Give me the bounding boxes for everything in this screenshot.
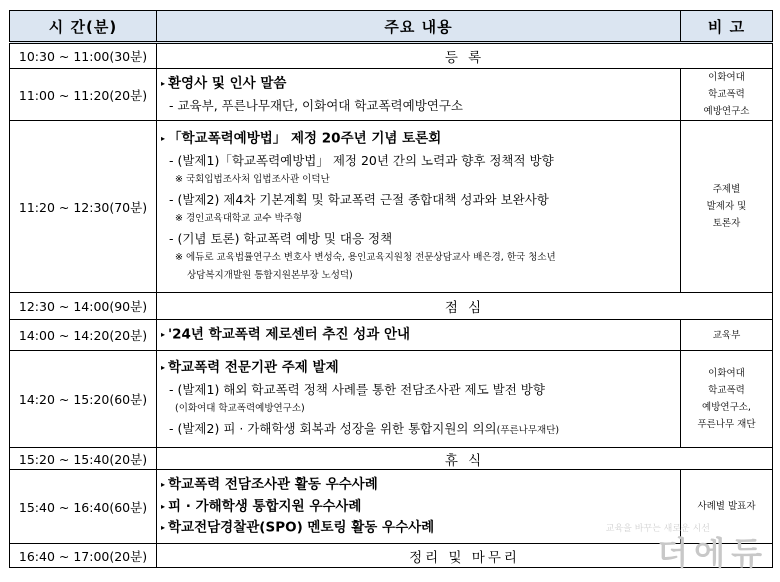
bullet-triangle-icon: ▸ [161, 480, 166, 490]
bullet-triangle-icon: ▸ [161, 523, 166, 533]
header-row [10, 11, 773, 43]
time-cell: 14:20 ~ 15:20(60분) [10, 351, 157, 448]
item-title: ▸ '24년 학교폭력 제로센터 추진 성과 안내 [161, 326, 411, 343]
note-cell: 이화여대 학교폭력 예방연구소, 푸른나무 재단 [681, 351, 773, 448]
item-title: ▸ 「학교폭력예방법」 제정 20주년 기념 토론회 [161, 130, 442, 147]
bullet-triangle-icon: ▸ [161, 363, 166, 373]
bullet-triangle-icon: ▸ [161, 134, 166, 144]
watermark-logo: 더에듀 [657, 534, 768, 572]
time-cell: 16:40 ~ 17:00(20분) [10, 544, 157, 568]
item-sub: - (발제2) 제4차 기본계획 및 학교폭력 근절 종합대책 성과와 보완사항 [169, 191, 549, 207]
item-note: 상담복지개발원 통합지원본부장 노성덕) [187, 269, 353, 281]
note-cell: 교육부 [681, 320, 773, 351]
content-cell [157, 470, 681, 544]
item-note: ※ 국회입법조사처 입법조사관 이덕난 [175, 173, 330, 185]
table-row [10, 69, 773, 121]
schedule-table [9, 10, 773, 568]
content-cell [157, 320, 681, 351]
note-cell: 주제별 발제자 및 토론자 [681, 121, 773, 293]
table-row [10, 121, 773, 293]
closing-cell: 정리 및 마무리 [157, 544, 773, 568]
watermark-tagline: 교육을 바꾸는 새로운 시선 [605, 524, 710, 534]
item-note: (이화여대 학교폭력예방연구소) [175, 402, 305, 414]
note-cell: 사례별 발표자 [681, 470, 773, 544]
time-cell: 14:00 ~ 14:20(20분) [10, 320, 157, 351]
time-cell: 11:20 ~ 12:30(70분) [10, 121, 157, 293]
item-title: ▸ 환영사 및 인사 말씀 [161, 75, 287, 92]
item-sub: - (기념 토론) 학교폭력 예방 및 대응 정책 [169, 230, 393, 246]
table-row [10, 43, 773, 69]
table-row [10, 320, 773, 351]
header-time: 시 간(분) [10, 11, 157, 43]
bullet-triangle-icon: ▸ [161, 330, 166, 340]
content-cell [157, 121, 681, 293]
list-item: ▸ 학교폭력 전담조사관 활동 우수사례 [161, 476, 378, 493]
item-sub: - 교육부, 푸른나무재단, 이화여대 학교폭력예방연구소 [169, 97, 464, 113]
header-content: 주요 내용 [157, 11, 681, 43]
item-note: ※ 에듀로 교육법률연구소 변호사 변성숙, 용인교육지원청 전문상담교사 배은경, 한국 청소년 [175, 251, 556, 263]
bullet-triangle-icon: ▸ [161, 501, 166, 511]
content-cell [157, 69, 681, 121]
time-cell: 12:30 ~ 14:00(90분) [10, 293, 157, 320]
note-cell: 이화여대 학교폭력 예방연구소 [681, 69, 773, 121]
item-note: ※ 경인교육대학교 교수 박주형 [175, 212, 303, 224]
lunch-cell: 점 심 [157, 293, 773, 320]
list-item: ▸ 피 · 가해학생 통합지원 우수사례 [161, 498, 362, 515]
time-cell: 10:30 ~ 11:00(30분) [10, 43, 157, 69]
time-cell: 11:00 ~ 11:20(20분) [10, 69, 157, 121]
item-sub: - (발제2) 피 · 가해학생 회복과 성장을 위한 통합지원의 의의(푸른나무재단) [169, 420, 560, 436]
item-title: ▸ 학교폭력 전문기관 주제 발제 [161, 359, 339, 376]
header-note: 비 고 [681, 11, 773, 43]
content-cell [157, 351, 681, 448]
table-row [10, 351, 773, 448]
registration-cell: 등 록 [157, 43, 773, 69]
table-row [10, 448, 773, 470]
item-sub: - (발제1) 해외 학교폭력 정책 사례를 통한 전담조사관 제도 발전 방향 [169, 381, 545, 397]
bullet-triangle-icon: ▸ [161, 79, 166, 89]
item-sub: - (발제1)「학교폭력예방법」 제정 20년 간의 노력과 향후 정책적 방향 [169, 152, 554, 168]
time-cell: 15:40 ~ 16:40(60분) [10, 470, 157, 544]
time-cell: 15:20 ~ 15:40(20분) [10, 448, 157, 470]
table-row [10, 293, 773, 320]
list-item: ▸ 학교전담경찰관(SPO) 멘토링 활동 우수사례 [161, 519, 435, 536]
break-cell: 휴 식 [157, 448, 773, 470]
